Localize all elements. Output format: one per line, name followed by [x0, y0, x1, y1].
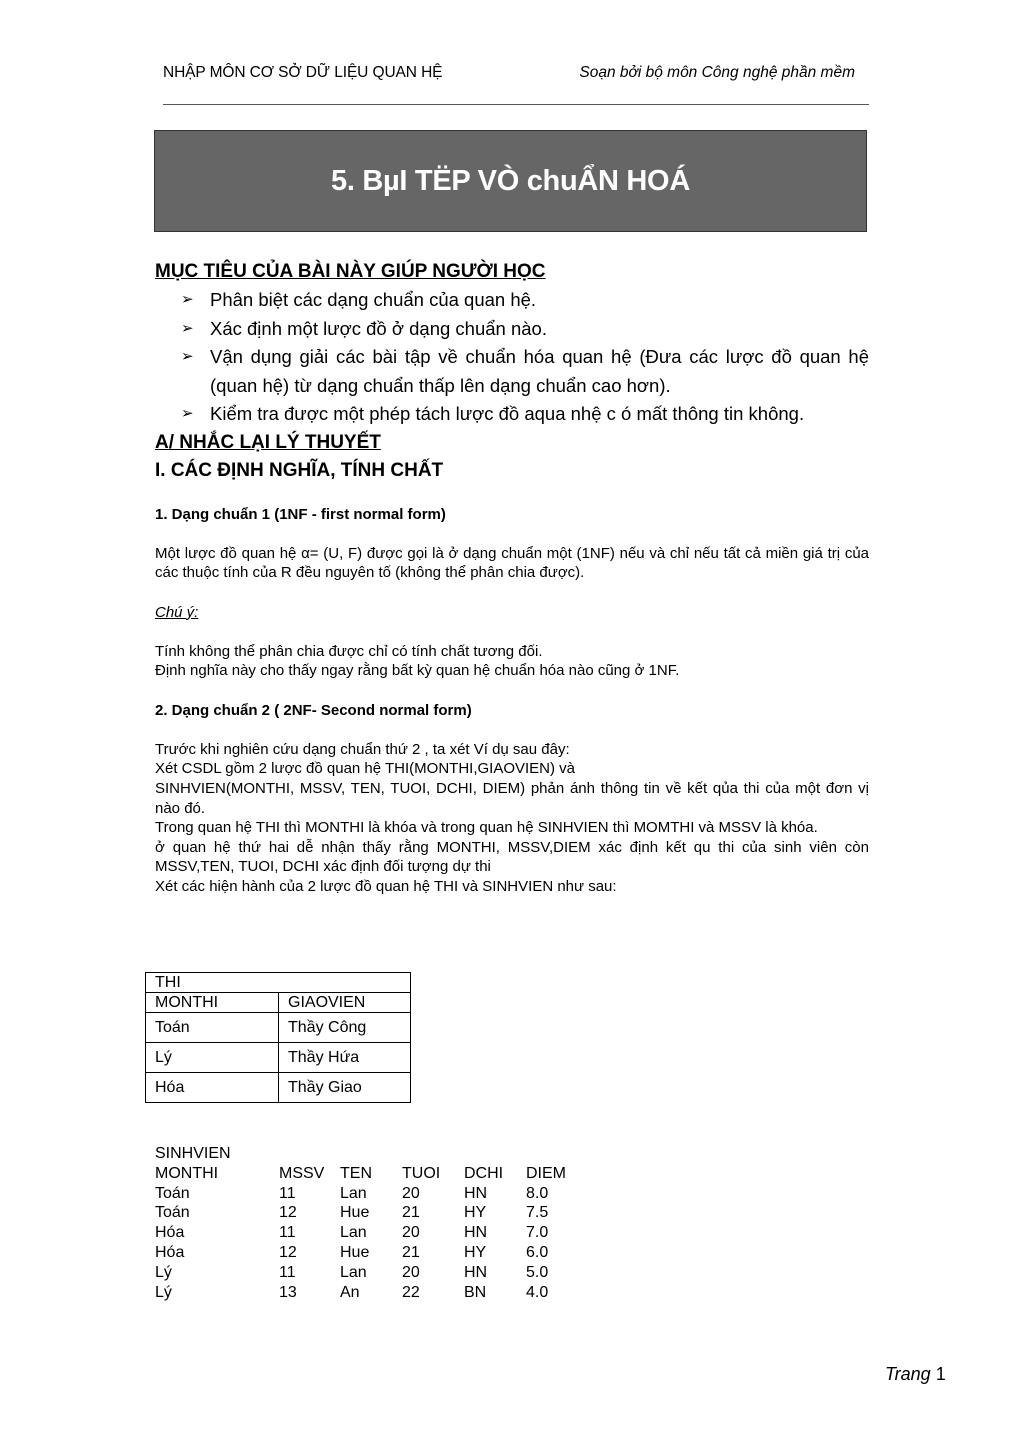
nf1-heading: 1. Dạng chuẩn 1 (1NF - first normal form) — [155, 505, 446, 523]
column-header: TUOI — [402, 1164, 441, 1182]
section-i-heading: I. CÁC ĐỊNH NGHĨA, TÍNH CHẤT — [155, 459, 444, 481]
header-row — [155, 1164, 586, 1184]
table-cell: 20 — [402, 1184, 420, 1202]
objective-item: ➢ Phân biệt các dạng chuẩn của quan hệ. — [155, 286, 869, 315]
arrowhead-bullet-icon: ➢ — [181, 319, 194, 337]
table-cell: 20 — [402, 1224, 420, 1242]
table-cell: Toán — [155, 1204, 190, 1222]
table-title: SINHVIEN — [155, 1145, 231, 1162]
column-header: MONTHI — [155, 1164, 219, 1182]
column-header: TEN — [340, 1164, 372, 1182]
table-cell: 11 — [279, 1263, 296, 1281]
table-cell: Thầy Công — [279, 1013, 411, 1043]
nf1-note-label: Chú ý: — [155, 603, 199, 621]
table-row — [146, 1013, 411, 1043]
table-cell: 5.0 — [526, 1263, 549, 1281]
document-body — [155, 258, 869, 897]
table-row — [155, 1223, 586, 1243]
nf2-line: Trong quan hệ THI thì MONTHI là khóa và trong quan hệ SINHVIEN thì MOMTHI và MSSV là khóa. — [155, 819, 818, 837]
table-cell: Thầy Giao — [279, 1073, 411, 1103]
nf2-line: Xét các hiện hành của 2 lược đồ quan hệ THI và SINHVIEN như sau: — [155, 878, 617, 896]
chapter-title-box — [154, 130, 867, 232]
course-title: NHẬP MÔN CƠ SỞ DỮ LIỆU QUAN HỆ — [163, 64, 443, 81]
arrowhead-bullet-icon: ➢ — [181, 348, 194, 365]
arrowhead-bullet-icon: ➢ — [181, 291, 194, 308]
nf2-line: Trước khi nghiên cứu dạng chuẩn thứ 2 , ta xét Ví dụ sau đây: — [155, 740, 570, 758]
nf1-note-line: Tính không thể phân chia được chỉ có tính chất tương đối. — [155, 642, 543, 660]
table-cell: 20 — [402, 1263, 420, 1281]
sinhvien-table — [155, 1144, 586, 1302]
nf1-definition: Một lược đồ quan hệ α= (U, F) được gọi là ở dạng chuẩn một (1NF) nếu và chỉ nếu tất cả miền giá trị của các thuộc tính của R đều nguyên tố (không thể phân chia được). — [155, 544, 869, 582]
column-header: DCHI — [464, 1164, 504, 1182]
arrowhead-bullet-icon: ➢ — [181, 405, 194, 422]
table-cell: 8.0 — [526, 1184, 549, 1202]
objectives-list — [155, 286, 869, 429]
table-cell: Lý — [146, 1043, 279, 1073]
thi-table — [145, 972, 411, 1103]
table-row — [146, 1043, 411, 1073]
objective-item: ➢ Vận dụng giải các bài tập về chuẩn hóa quan hệ (Đưa các lược đồ quan hệ (quan hệ) từ dạng chuẩn thấp lên dạng chuẩn cao hơn). — [155, 343, 869, 400]
table-cell: 12 — [279, 1243, 297, 1261]
table-cell: Hóa — [155, 1243, 185, 1261]
table-cell: 22 — [402, 1283, 420, 1301]
chapter-title: 5. BµI TËP VÒ chuẨN HOÁ — [331, 164, 690, 197]
table-cell: 11 — [279, 1224, 296, 1242]
page-number-value: 1 — [935, 1364, 946, 1384]
table-cell: 11 — [279, 1184, 296, 1202]
table-cell: 12 — [279, 1204, 297, 1222]
table-row — [155, 1203, 586, 1223]
table-row — [155, 1263, 586, 1283]
table-cell: Lan — [340, 1263, 367, 1281]
table-cell: 13 — [279, 1283, 297, 1301]
table-cell: Lan — [340, 1184, 367, 1202]
column-header: MSSV — [279, 1164, 325, 1182]
table-row — [155, 1243, 586, 1263]
table-cell: HY — [464, 1204, 487, 1222]
nf2-line: ở quan hệ thứ hai dễ nhận thấy rằng MONTHI, MSSV,DIEM xác định kết qu thi của sinh viên còn MSSV,TEN, TUOI, DCHI xác định đối tượng dự thi — [155, 838, 869, 876]
table-cell: Toán — [155, 1184, 190, 1202]
table-cell: 21 — [402, 1204, 420, 1222]
nf2-line: Xét CSDL gồm 2 lược đồ quan hệ THI(MONTHI,GIAOVIEN) và — [155, 760, 576, 778]
table-cell: An — [340, 1283, 360, 1301]
table-cell: Lý — [155, 1283, 172, 1301]
table-cell: Thầy Hứa — [279, 1043, 411, 1073]
table-cell: HN — [464, 1184, 488, 1202]
table-cell: Hue — [340, 1243, 370, 1261]
table-cell: Lý — [155, 1263, 172, 1281]
objectives-heading: MỤC TIÊU CỦA BÀI NÀY GIÚP NGƯỜI HỌC — [155, 261, 546, 282]
table-cell: HN — [464, 1224, 488, 1242]
table-row — [155, 1283, 586, 1303]
page-number — [885, 1364, 946, 1385]
table-cell: Lan — [340, 1224, 367, 1242]
objective-item: ➢ Kiểm tra được một phép tách lược đồ aqua nhệ c ó mất thông tin không. — [155, 400, 869, 429]
table-cell: Hue — [340, 1204, 370, 1222]
page-label: Trang — [885, 1364, 931, 1384]
nf1-note-line: Định nghĩa này cho thấy ngay rằng bất kỳ quan hệ chuẩn hóa nào cũng ở 1NF. — [155, 662, 680, 680]
table-cell: 4.0 — [526, 1283, 549, 1301]
nf2-heading: 2. Dạng chuẩn 2 ( 2NF- Second normal form) — [155, 701, 472, 719]
table-cell: HY — [464, 1243, 487, 1261]
table-cell: HN — [464, 1263, 488, 1281]
section-a-heading: A/ NHẮC LẠI LÝ THUYẾT — [155, 431, 381, 453]
table-row — [155, 1184, 586, 1204]
table-cell: BN — [464, 1283, 487, 1301]
nf2-line: SINHVIEN(MONTHI, MSSV, TEN, TUOI, DCHI, DIEM) phản ánh thông tin về kết qủa thi của một đơn vị nào đó. — [155, 780, 869, 817]
table-cell: 6.0 — [526, 1243, 549, 1261]
page-header — [163, 62, 869, 105]
table-cell: Toán — [146, 1013, 279, 1043]
table-cell: Hóa — [146, 1073, 279, 1103]
column-header: DIEM — [526, 1164, 566, 1182]
table-cell: 7.0 — [526, 1224, 549, 1242]
table-cell: 7.5 — [526, 1204, 549, 1222]
author-note: Soạn bởi bộ môn Công nghệ phần mềm — [579, 64, 855, 81]
objective-item: ➢ Xác định một lược đồ ở dạng chuẩn nào. — [155, 315, 869, 344]
column-header: MONTHI — [146, 993, 279, 1013]
column-header: GIAOVIEN — [279, 993, 411, 1013]
table-row — [146, 1073, 411, 1103]
table-title: THI — [146, 973, 411, 993]
table-cell: Hóa — [155, 1224, 185, 1242]
table-cell: 21 — [402, 1243, 420, 1261]
